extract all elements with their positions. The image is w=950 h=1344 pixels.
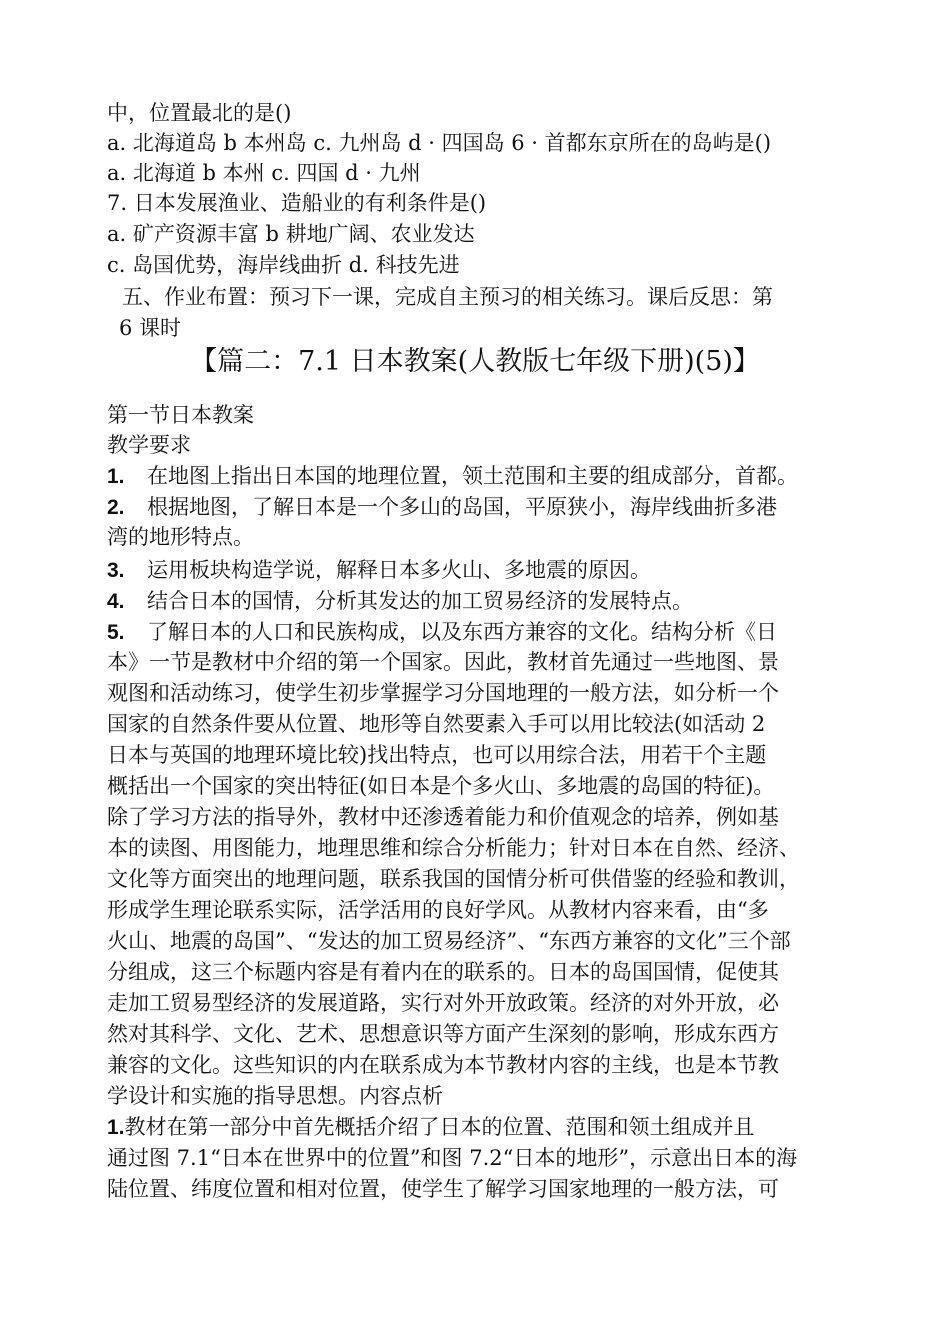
paragraph-line: 然对其科学、文化、艺术、思想意识等方面产生深刻的影响，形成东西方 [107,1022,779,1046]
text-line: 五、作业布置：预习下一课，完成自主预习的相关练习。课后反思：第 [122,285,773,309]
list-item [107,617,777,648]
paragraph-line: 形成学生理论联系实际，活学活用的良好学风。从教材内容来看，由“多 [107,898,769,922]
paragraph-line: 分组成，这三个标题内容是有着内在的联系的。日本的岛国国情，促使其 [107,960,779,984]
section-heading: 【篇二：7.1 日本教案(人教版七年级下册)(5)】 [190,346,760,377]
list-item [107,492,777,523]
list-number: 5. [107,621,125,644]
list-item [107,586,693,617]
list-text: 根据地图，了解日本是一个多山的岛国，平原狭小，海岸线曲折多港 [147,495,777,519]
paragraph-line: 学设计和实施的指导思想。内容点析 [107,1084,443,1108]
section-subtitle: 教学要求 [107,433,191,457]
paragraph-line: 通过图 7.1“日本在世界中的位置”和图 7.2“日本的地形”，示意出日本的海 [107,1146,798,1170]
text-line: a. 北海道岛 b 本州岛 c. 九州岛 d · 四国岛 6 · 首都东京所在的岛屿是() [107,131,772,155]
list-item [107,555,651,586]
paragraph-line: 本的读图、用图能力，地理思维和综合分析能力；针对日本在自然、经济、 [107,836,800,860]
text-line: a. 北海道 b 本州 c. 四国 d · 九州 [107,161,421,185]
paragraph-line: 走加工贸易型经济的发展道路，实行对外开放政策。经济的对外开放，必 [107,991,779,1015]
list-number: 3. [107,559,125,582]
paragraph-line: 陆位置、纬度位置和相对位置，使学生了解学习国家地理的一般方法，可 [107,1177,779,1201]
text-line: c. 岛国优势，海岸线曲折 d. 科技先进 [107,253,460,277]
paragraph-line: 日本与英国的地理环境比较)找出特点，也可以用综合法，用若干个主题 [107,743,767,767]
list-number: 1. [107,1116,125,1139]
text-line: 中，位置最北的是() [107,101,292,125]
list-text: 在地图上指出日本国的地理位置，领土范围和主要的组成部分，首都。 [147,464,798,488]
paragraph-line: 本》一节是教材中介绍的第一个国家。因此，教材首先通过一些地图、景 [107,650,779,674]
list-number: 4. [107,590,125,613]
list-text: 运用板块构造学说，解释日本多火山、多地震的原因。 [147,558,651,582]
paragraph-line: 国家的自然条件要从位置、地形等自然要素入手可以用比较法(如活动 2 [107,712,766,736]
paragraph-line: 兼容的文化。这些知识的内在联系成为本节教材内容的主线，也是本节教 [107,1053,779,1077]
list-text: 结合日本的国情，分析其发达的加工贸易经济的发展特点。 [147,589,693,613]
list-item [107,1112,755,1143]
list-text: 了解日本的人口和民族构成，以及东西方兼容的文化。结构分析《日 [147,620,777,644]
list-number: 2. [107,496,125,519]
text-line: 7. 日本发展渔业、造船业的有利条件是() [107,191,487,215]
paragraph-line: 文化等方面突出的地理问题，联系我国的国情分析可供借鉴的经验和教训， [107,867,800,891]
text-line: a. 矿产资源丰富 b 耕地广阔、农业发达 [107,222,475,246]
list-number: 1. [107,465,125,488]
list-text: 教材在第一部分中首先概括介绍了日本的位置、范围和领土组成并且 [124,1115,755,1139]
paragraph-line: 观图和活动练习，使学生初步掌握学习分国地理的一般方法，如分析一个 [107,681,779,705]
paragraph-line: 除了学习方法的指导外，教材中还渗透着能力和价值观念的培养，例如基 [107,805,779,829]
paragraph-line: 火山、地震的岛国”、“发达的加工贸易经济”、“东西方兼容的文化”三个部 [107,929,791,953]
section-title: 第一节日本教案 [107,403,254,427]
list-item [107,461,798,492]
text-line: 6 课时 [119,316,182,340]
paragraph-line: 概括出一个国家的突出特征(如日本是个多火山、多地震的岛国的特征)。 [107,774,775,798]
list-text-continued: 湾的地形特点。 [107,525,254,549]
